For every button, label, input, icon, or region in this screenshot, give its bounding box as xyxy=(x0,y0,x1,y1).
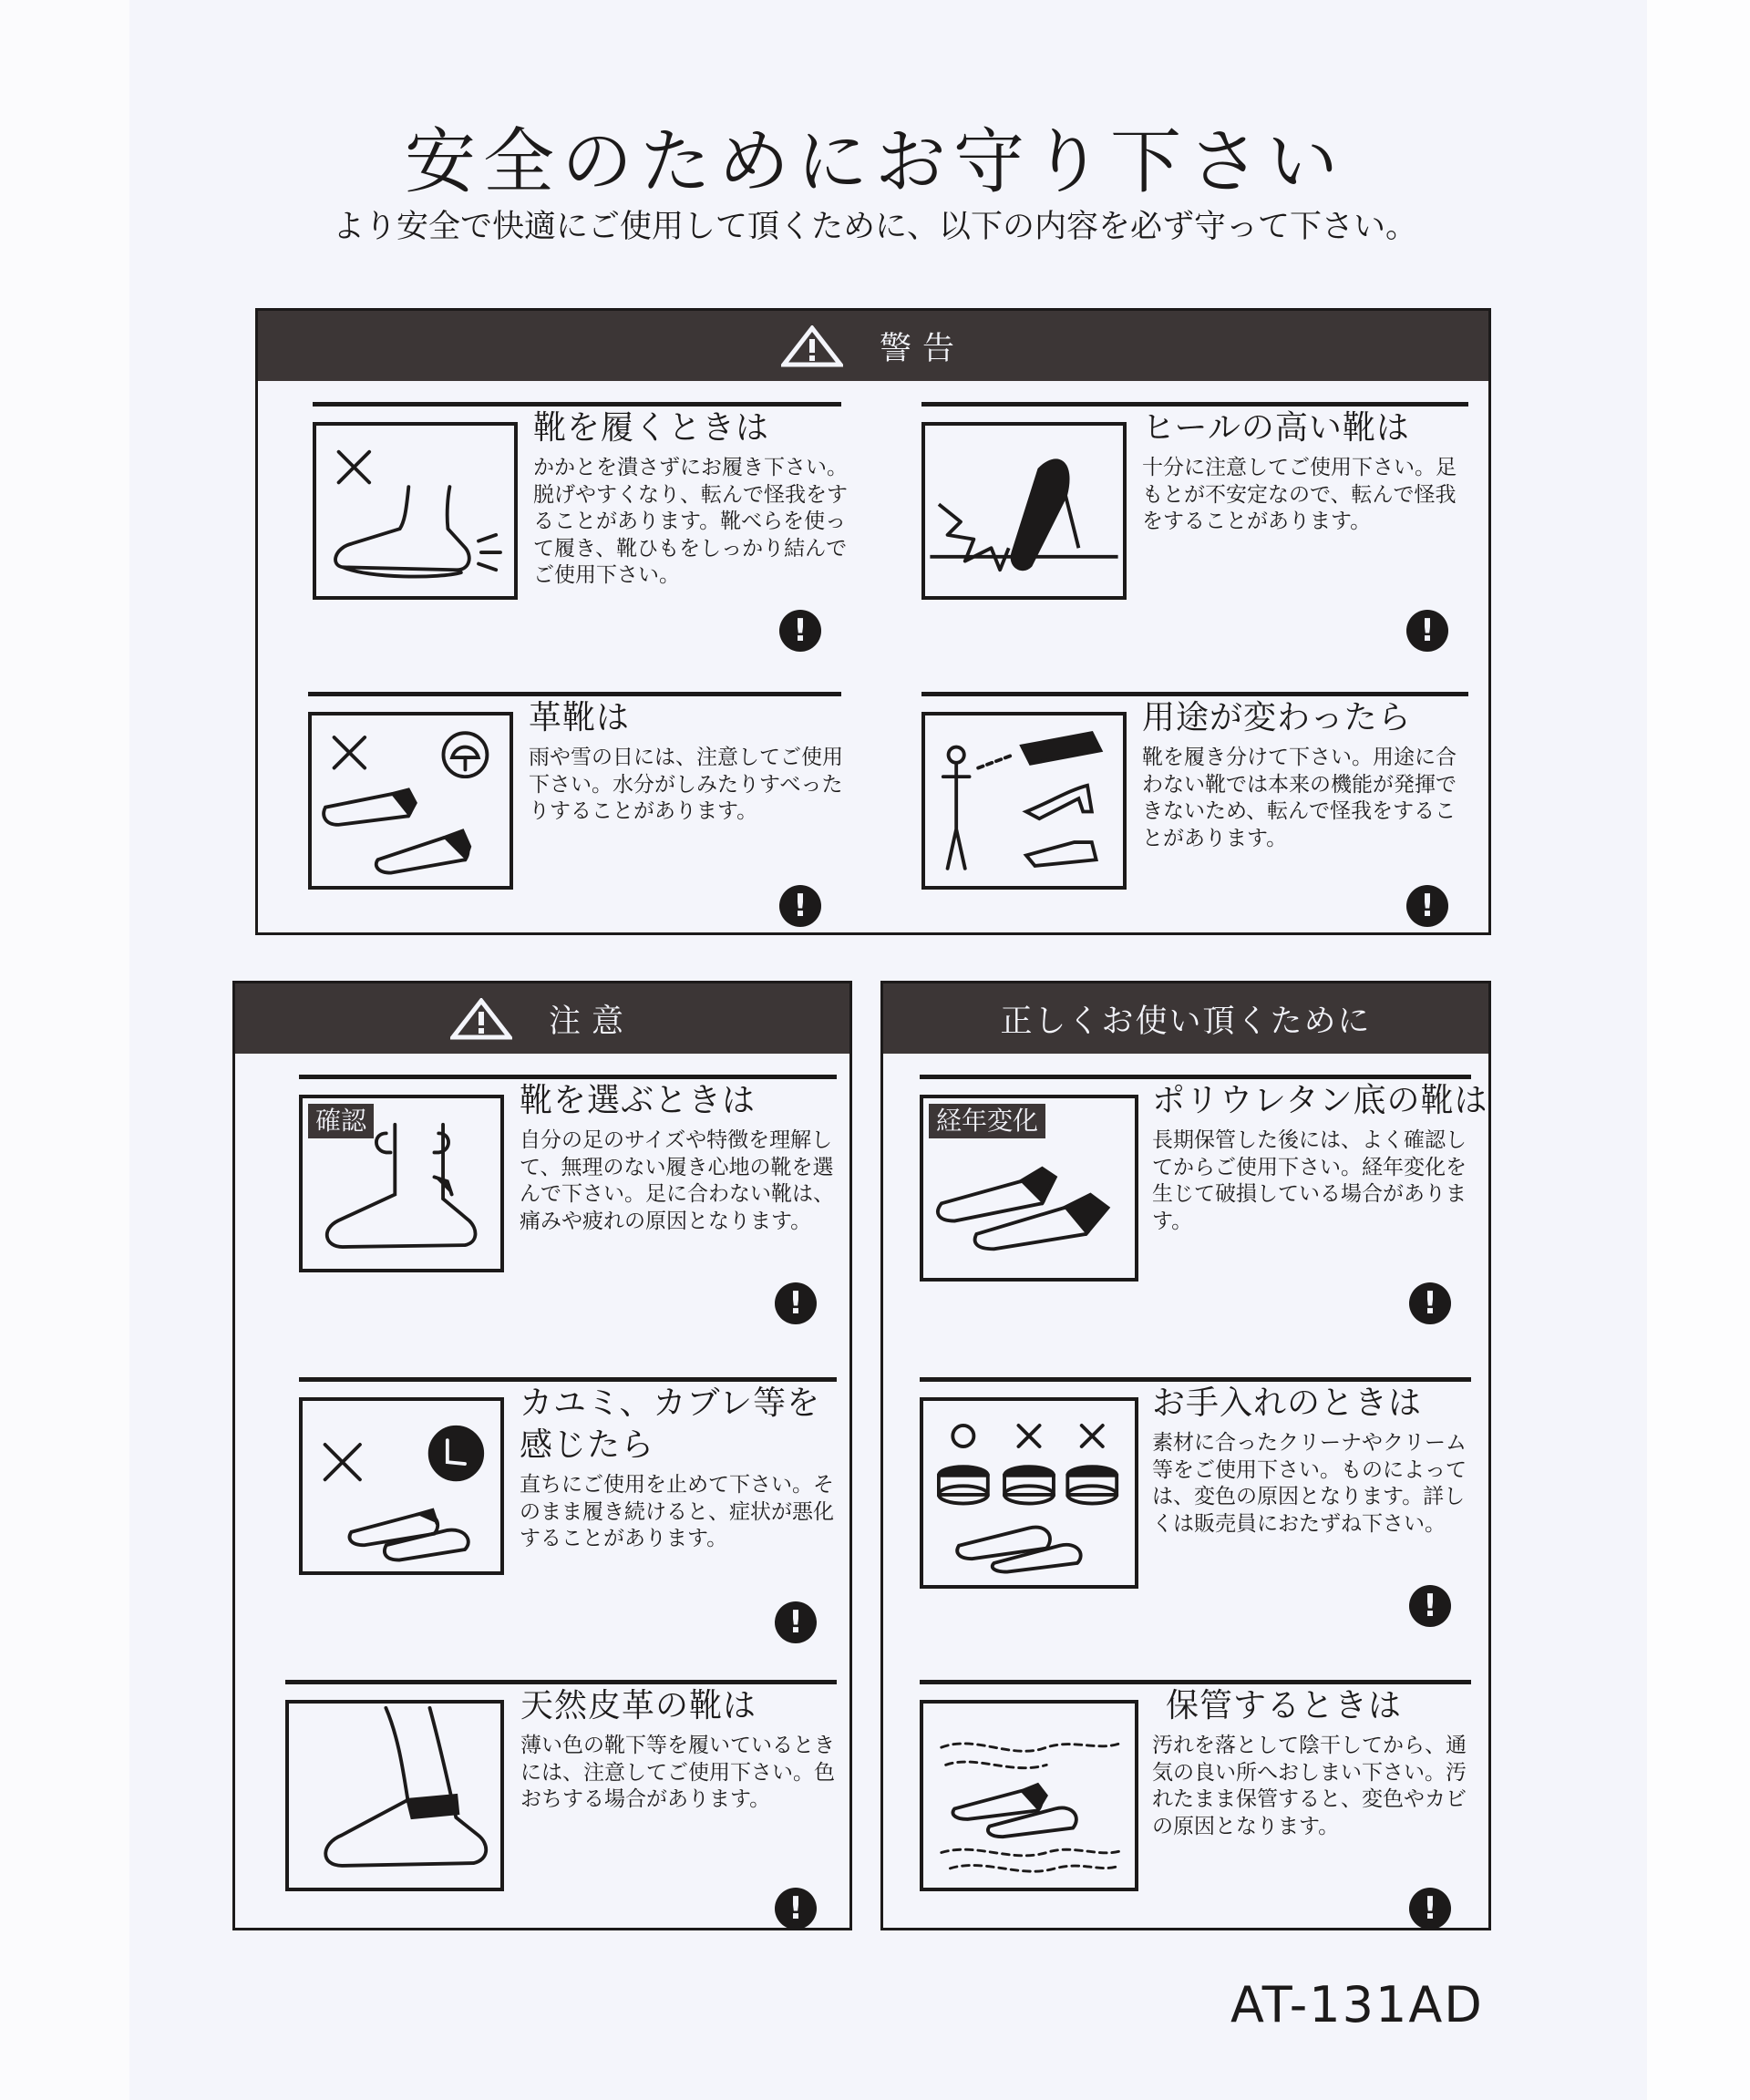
item-title: 天然皮革の靴は xyxy=(520,1687,757,1724)
page-subtitle: より安全で快適にご使用して頂くために、以下の内容を必ず守って下さい。 xyxy=(332,209,1417,245)
item-title: 靴を履くときは xyxy=(533,409,770,447)
warning-item-purpose xyxy=(921,692,1468,956)
item-title: 用途が変わったら xyxy=(1142,699,1412,736)
item-body: 薄い色の靴下等を履いているときには、注意してご使用下さい。色おちする場合があります。 xyxy=(520,1734,835,1811)
exclamation-circle-icon: ! xyxy=(1409,1282,1451,1324)
divider xyxy=(921,692,1468,696)
divider xyxy=(313,402,841,407)
item-body: 自分の足のサイズや特徴を理解して、無理のない履き心地の靴を選んで下さい。足に合わない靴は、痛みや疲れの原因となります。 xyxy=(520,1128,834,1233)
divider xyxy=(920,1680,1471,1684)
item-body: かかとを潰さずにお履き下さい。脱げやすくなり、転んで怪我をすることがあります。靴べらを使って履き、靴ひもをしっかり結んでご使用下さい。 xyxy=(533,456,848,587)
item-body: 靴を履き分けて下さい。用途に合わない靴では本来の機能が発揮できないため、転んで怪我をすることがあります。 xyxy=(1142,746,1457,850)
proper-item-polyurethane xyxy=(920,1075,1488,1339)
item-body: 直ちにご使用を止めて下さい。そのまま履き続けると、症状が悪化することがあります。 xyxy=(520,1473,834,1550)
proper-use-section xyxy=(880,981,1491,1930)
item-title: 保管するときは xyxy=(1166,1687,1403,1724)
item-body: 素材に合ったクリーナやクリーム等をご使用下さい。ものによっては、変色の原因となります。詳しくは販売員におたずね下さい。 xyxy=(1152,1431,1467,1536)
divider xyxy=(308,692,841,696)
exclamation-circle-icon: ! xyxy=(775,1601,817,1643)
sock-stain-illustration xyxy=(285,1700,504,1891)
exclamation-circle-icon: ! xyxy=(779,885,821,927)
item-body: 十分に注意してご使用下さい。足もとが不安定なので、転んで怪我をすることがあります。 xyxy=(1142,456,1457,533)
item-body: 汚れを落として陰干してから、通気の良い所へおしまい下さい。汚れたまま保管すると、変色やカビの原因となります。 xyxy=(1152,1734,1467,1838)
proper-use-section-header xyxy=(883,983,1488,1054)
divider xyxy=(299,1075,837,1079)
proper-item-care xyxy=(920,1377,1471,1642)
warning-item-wearing xyxy=(313,402,848,666)
warning-triangle-icon xyxy=(450,998,512,1040)
divider xyxy=(920,1075,1471,1079)
warning-item-high-heels xyxy=(921,402,1468,666)
exclamation-circle-icon: ! xyxy=(1406,885,1448,927)
warning-section-header xyxy=(258,311,1488,381)
wearing-shoe-illustration xyxy=(313,422,518,600)
divider xyxy=(921,402,1468,407)
warning-section xyxy=(255,308,1491,935)
caution-item-natural-leather xyxy=(285,1680,837,1944)
caution-section xyxy=(232,981,852,1930)
item-title: 革靴は xyxy=(529,699,631,736)
item-body: 長期保管した後には、よく確認してからご使用下さい。経年変化を生じて破損している場合があります。 xyxy=(1152,1128,1467,1233)
item-body: 雨や雪の日には、注意してご使用下さい。水分がしみたりすべったりすることがあります。 xyxy=(529,746,843,823)
warning-item-leather-rain xyxy=(308,692,841,956)
caution-item-choosing xyxy=(299,1075,837,1339)
product-code: AT-131AD xyxy=(1230,1976,1484,2033)
storage-illustration xyxy=(920,1700,1138,1891)
shoe-types-illustration xyxy=(921,712,1127,890)
exclamation-circle-icon: ! xyxy=(775,1282,817,1324)
item-title: ヒールの高い靴は xyxy=(1142,409,1410,447)
caution-heading: 注意 xyxy=(548,1003,634,1040)
item-title: カユミ、カブレ等を感じたら xyxy=(520,1385,821,1464)
divider xyxy=(920,1377,1471,1382)
aging-label: 経年変化 xyxy=(929,1104,1045,1138)
choosing-shoe-illustration xyxy=(299,1095,504,1272)
warning-triangle-icon xyxy=(781,325,843,367)
exclamation-circle-icon: ! xyxy=(779,610,821,652)
proper-use-heading: 正しくお使い頂くために xyxy=(1000,1003,1372,1040)
exclamation-circle-icon: ! xyxy=(1409,1888,1451,1930)
item-title: ポリウレタン底の靴は xyxy=(1152,1082,1488,1119)
cleaning-products-illustration xyxy=(920,1397,1138,1589)
confirm-label: 確認 xyxy=(308,1104,374,1138)
divider xyxy=(285,1680,837,1684)
caution-section-header xyxy=(235,983,849,1054)
aging-shoes-illustration xyxy=(920,1095,1138,1282)
itching-illustration xyxy=(299,1397,504,1575)
high-heel-illustration xyxy=(921,422,1127,600)
caution-item-itching xyxy=(299,1377,837,1642)
exclamation-circle-icon: ! xyxy=(775,1888,817,1930)
proper-item-storage xyxy=(920,1680,1471,1944)
exclamation-circle-icon: ! xyxy=(1409,1585,1451,1627)
page-title: 安全のためにお守り下さい xyxy=(404,121,1345,203)
item-title: お手入れのときは xyxy=(1152,1385,1423,1422)
background-surface xyxy=(1647,0,1750,2100)
rain-shoes-illustration xyxy=(308,712,513,890)
exclamation-circle-icon: ! xyxy=(1406,610,1448,652)
warning-heading: 警告 xyxy=(879,330,965,367)
item-title: 靴を選ぶときは xyxy=(520,1082,757,1119)
divider xyxy=(299,1377,837,1382)
